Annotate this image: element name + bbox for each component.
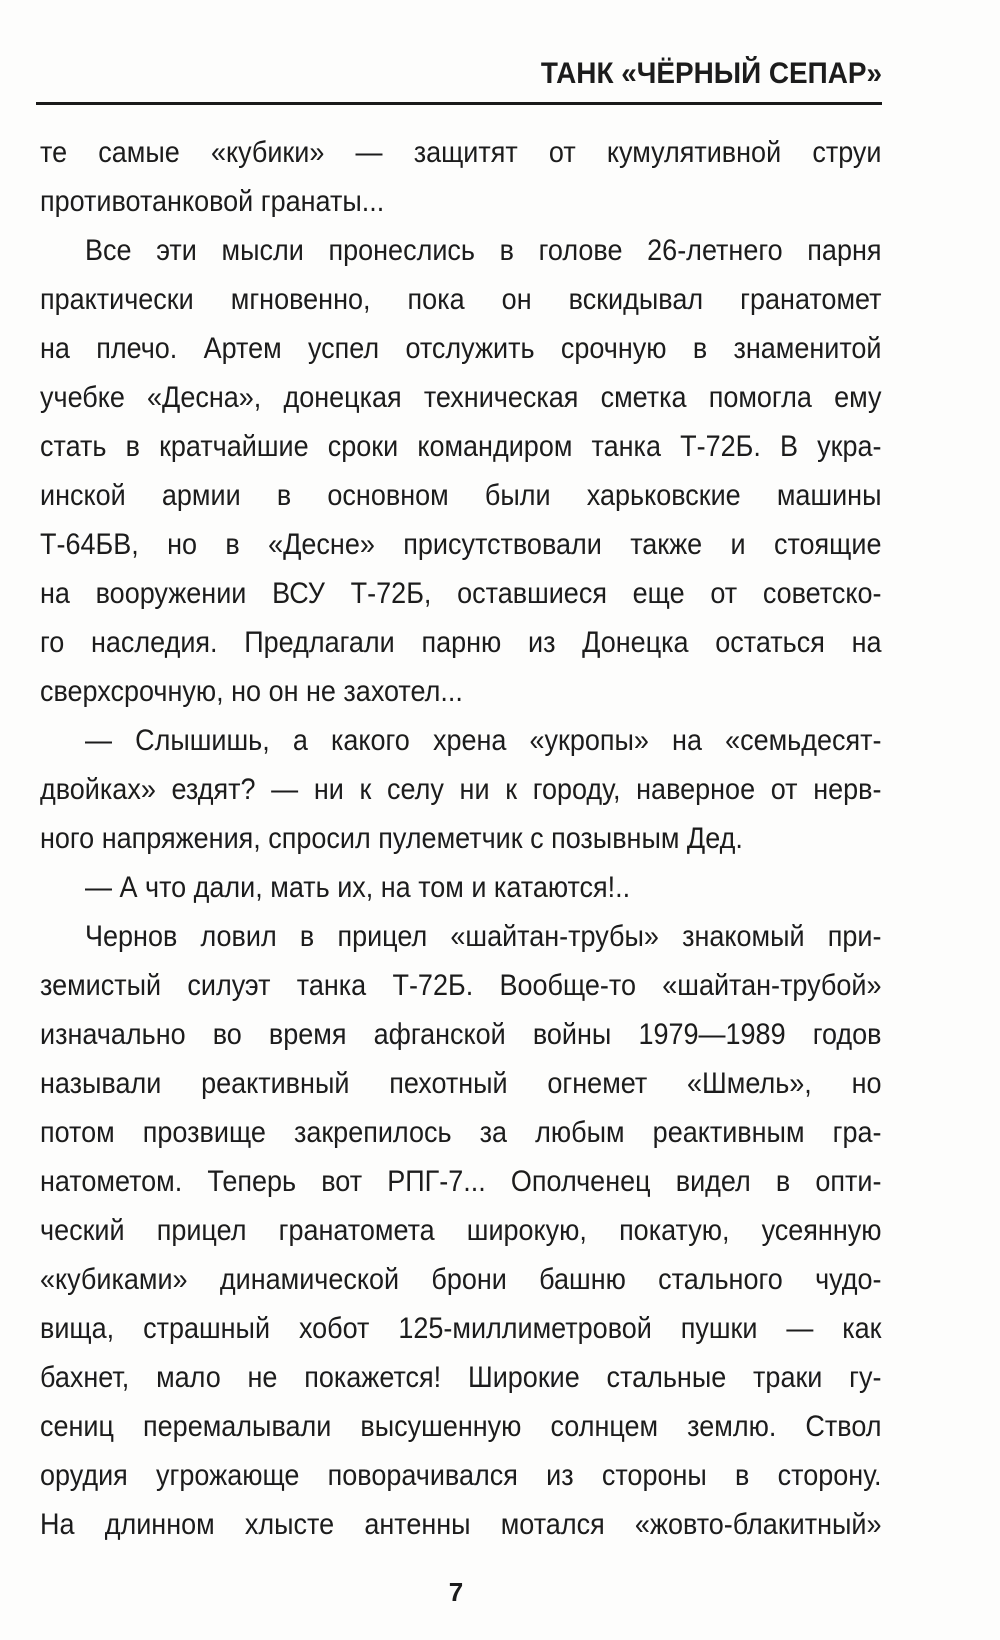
text-line: На длинном хлысте антенны мотался «жовто-блакитный» [40,1508,882,1541]
text-line: стать в кратчайшие сроки командиром танка Т-72Б. В укра- [40,430,882,463]
text-line: го наследия. Предлагали парню из Донецка остаться на [40,626,882,659]
text-line: Все эти мысли пронеслись в голове 26-летнего парня [85,234,882,267]
text-line: потом прозвище закрепилось за любым реактивным гра- [40,1116,882,1149]
text-line: ческий прицел гранатомета широкую, покатую, усеянную [40,1214,882,1247]
text-line: Т-64БВ, но в «Десне» присутствовали также и стоящие [40,528,882,561]
text-line: земистый силуэт танка Т-72Б. Вообще-то «шайтан-трубой» [40,969,882,1002]
text-line: сверхсрочную, но он не захотел... [40,675,463,708]
text-line: на плечо. Артем успел отслужить срочную в знаменитой [40,332,882,365]
text-line: — А что дали, мать их, на том и катаются!.. [85,871,631,904]
text-line: на вооружении ВСУ Т-72Б, оставшиеся еще от советско- [40,577,882,610]
text-line: орудия угрожающе поворачивался из стороны в сторону. [40,1459,882,1492]
text-line: — Слышишь, а какого хрена «укропы» на «семьдесят- [85,724,882,757]
header-rule [36,102,882,105]
text-line: ного напряжения, спросил пулеметчик с позывным Дед. [40,822,743,855]
body-text [40,128,882,1549]
text-line: противотанковой гранаты... [40,185,385,218]
text-line: сениц перемалывали высушенную солнцем землю. Ствол [40,1410,882,1443]
text-line: изначально во время афганской войны 1979—1989 годов [40,1018,882,1051]
page-number: 7 [448,1577,464,1607]
text-line: вища, страшный хобот 125-миллиметровой пушки — как [40,1312,882,1345]
text-line: называли реактивный пехотный огнемет «Шмель», но [40,1067,882,1100]
text-line: натометом. Теперь вот РПГ-7... Ополченец видел в опти- [40,1165,882,1198]
text-line: Чернов ловил в прицел «шайтан-трубы» знакомый при- [85,920,882,953]
text-line: двойках» ездят? — ни к селу ни к городу, наверное от нерв- [40,773,882,806]
text-line: практически мгновенно, пока он вскидывал гранатомет [40,283,882,316]
text-line: те самые «кубики» — защитят от кумулятивной струи [40,136,882,169]
text-line: инской армии в основном были харьковские машины [40,479,882,512]
text-line: бахнет, мало не покажется! Широкие стальные траки гу- [40,1361,882,1394]
running-title: ТАНК «ЧЁРНЫЙ СЕПАР» [540,57,882,90]
text-line: «кубиками» динамической брони башню стального чудо- [40,1263,882,1296]
text-line: учебке «Десна», донецкая техническая сметка помогла ему [40,381,882,414]
